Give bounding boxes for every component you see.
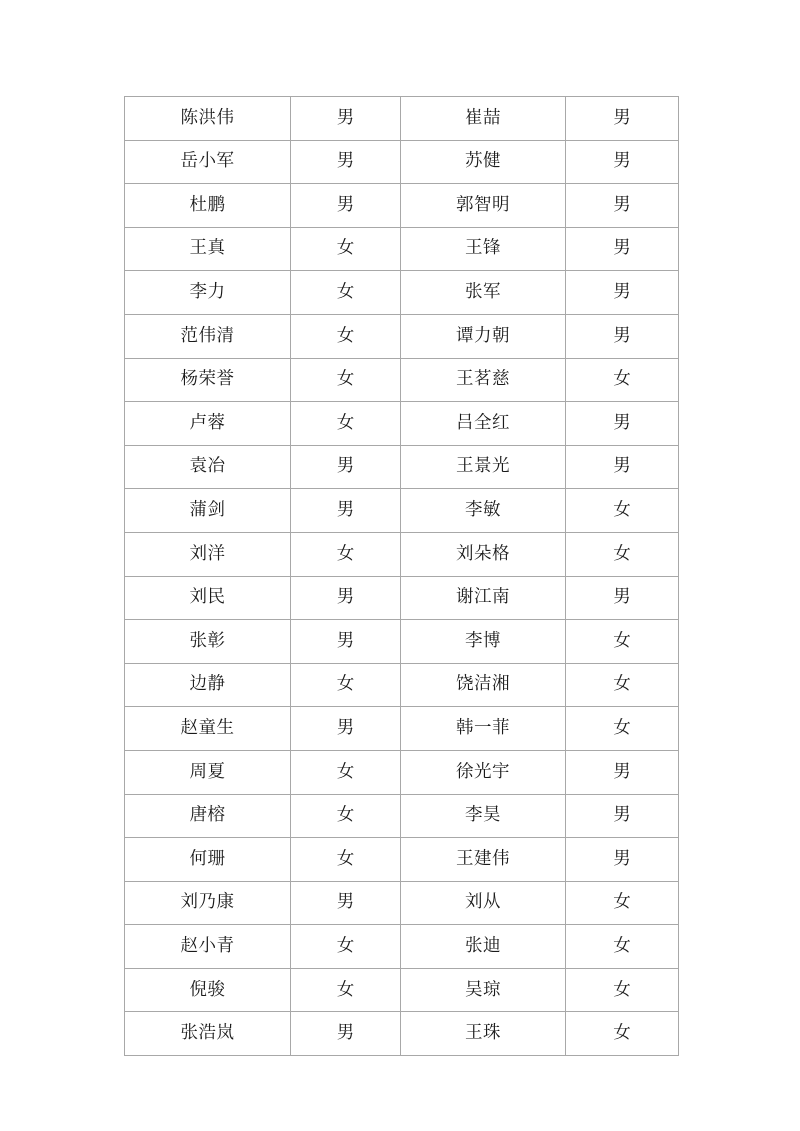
name-cell-left: 蒲剑 — [125, 489, 291, 533]
gender-cell-right: 男 — [566, 402, 679, 446]
gender-cell-right: 男 — [566, 314, 679, 358]
table-row — [125, 97, 679, 141]
table-row — [125, 271, 679, 315]
gender-cell-left: 男 — [291, 576, 401, 620]
gender-cell-left: 女 — [291, 532, 401, 576]
table-row — [125, 140, 679, 184]
name-cell-left: 何珊 — [125, 838, 291, 882]
roster-table-body — [125, 97, 679, 1056]
gender-cell-right: 女 — [566, 707, 679, 751]
name-cell-left: 刘民 — [125, 576, 291, 620]
name-cell-right: 谢江南 — [401, 576, 566, 620]
gender-cell-left: 男 — [291, 1012, 401, 1056]
name-cell-left: 陈洪伟 — [125, 97, 291, 141]
table-row — [125, 576, 679, 620]
table-row — [125, 750, 679, 794]
gender-cell-left: 男 — [291, 881, 401, 925]
name-cell-right: 崔喆 — [401, 97, 566, 141]
table-row — [125, 1012, 679, 1056]
name-cell-right: 谭力朝 — [401, 314, 566, 358]
gender-cell-right: 女 — [566, 881, 679, 925]
name-cell-right: 王锋 — [401, 227, 566, 271]
gender-cell-right: 男 — [566, 750, 679, 794]
gender-cell-left: 男 — [291, 620, 401, 664]
name-cell-right: 徐光宇 — [401, 750, 566, 794]
name-cell-right: 王景光 — [401, 445, 566, 489]
gender-cell-right: 男 — [566, 445, 679, 489]
gender-cell-right: 男 — [566, 271, 679, 315]
gender-cell-right: 女 — [566, 358, 679, 402]
name-cell-right: 苏健 — [401, 140, 566, 184]
name-cell-right: 王建伟 — [401, 838, 566, 882]
gender-cell-right: 女 — [566, 1012, 679, 1056]
gender-cell-right: 男 — [566, 576, 679, 620]
table-row — [125, 925, 679, 969]
name-cell-left: 杨荣誉 — [125, 358, 291, 402]
name-cell-left: 刘乃康 — [125, 881, 291, 925]
name-cell-right: 李博 — [401, 620, 566, 664]
gender-cell-left: 女 — [291, 402, 401, 446]
name-cell-left: 范伟清 — [125, 314, 291, 358]
gender-cell-left: 女 — [291, 358, 401, 402]
table-row — [125, 663, 679, 707]
gender-cell-right: 女 — [566, 620, 679, 664]
table-row — [125, 445, 679, 489]
roster-table — [124, 96, 679, 1056]
table-row — [125, 881, 679, 925]
table-row — [125, 227, 679, 271]
table-row — [125, 838, 679, 882]
gender-cell-right: 女 — [566, 925, 679, 969]
table-row — [125, 968, 679, 1012]
gender-cell-right: 女 — [566, 968, 679, 1012]
gender-cell-left: 女 — [291, 794, 401, 838]
table-row — [125, 402, 679, 446]
name-cell-right: 刘从 — [401, 881, 566, 925]
table-row — [125, 314, 679, 358]
name-cell-left: 张彰 — [125, 620, 291, 664]
name-cell-right: 张迪 — [401, 925, 566, 969]
gender-cell-left: 女 — [291, 968, 401, 1012]
gender-cell-right: 男 — [566, 184, 679, 228]
gender-cell-right: 男 — [566, 97, 679, 141]
name-cell-left: 赵童生 — [125, 707, 291, 751]
gender-cell-left: 男 — [291, 140, 401, 184]
name-cell-left: 岳小军 — [125, 140, 291, 184]
name-cell-right: 王茗慈 — [401, 358, 566, 402]
gender-cell-right: 男 — [566, 227, 679, 271]
gender-cell-right: 女 — [566, 532, 679, 576]
gender-cell-left: 女 — [291, 271, 401, 315]
table-row — [125, 707, 679, 751]
gender-cell-left: 女 — [291, 227, 401, 271]
name-cell-right: 郭智明 — [401, 184, 566, 228]
gender-cell-left: 女 — [291, 314, 401, 358]
name-cell-right: 李敏 — [401, 489, 566, 533]
name-cell-right: 李昊 — [401, 794, 566, 838]
name-cell-left: 刘洋 — [125, 532, 291, 576]
name-cell-right: 饶洁湘 — [401, 663, 566, 707]
name-cell-right: 刘朵格 — [401, 532, 566, 576]
name-cell-left: 唐榕 — [125, 794, 291, 838]
gender-cell-left: 男 — [291, 445, 401, 489]
name-cell-right: 王珠 — [401, 1012, 566, 1056]
gender-cell-left: 男 — [291, 184, 401, 228]
name-cell-right: 张军 — [401, 271, 566, 315]
table-row — [125, 794, 679, 838]
gender-cell-left: 男 — [291, 489, 401, 533]
name-cell-left: 边静 — [125, 663, 291, 707]
table-row — [125, 358, 679, 402]
name-cell-left: 赵小青 — [125, 925, 291, 969]
gender-cell-right: 女 — [566, 489, 679, 533]
name-cell-right: 韩一菲 — [401, 707, 566, 751]
gender-cell-left: 男 — [291, 707, 401, 751]
table-row — [125, 184, 679, 228]
name-cell-right: 吕全红 — [401, 402, 566, 446]
gender-cell-left: 女 — [291, 925, 401, 969]
name-cell-left: 周夏 — [125, 750, 291, 794]
gender-cell-right: 男 — [566, 838, 679, 882]
name-cell-left: 王真 — [125, 227, 291, 271]
name-cell-left: 卢蓉 — [125, 402, 291, 446]
name-cell-left: 袁冶 — [125, 445, 291, 489]
table-row — [125, 620, 679, 664]
name-cell-right: 吴琼 — [401, 968, 566, 1012]
name-cell-left: 杜鹏 — [125, 184, 291, 228]
name-cell-left: 倪骏 — [125, 968, 291, 1012]
table-row — [125, 532, 679, 576]
gender-cell-right: 男 — [566, 794, 679, 838]
name-cell-left: 张浩岚 — [125, 1012, 291, 1056]
name-cell-left: 李力 — [125, 271, 291, 315]
gender-cell-left: 女 — [291, 663, 401, 707]
gender-cell-right: 女 — [566, 663, 679, 707]
table-row — [125, 489, 679, 533]
gender-cell-right: 男 — [566, 140, 679, 184]
gender-cell-left: 男 — [291, 97, 401, 141]
gender-cell-left: 女 — [291, 750, 401, 794]
gender-cell-left: 女 — [291, 838, 401, 882]
